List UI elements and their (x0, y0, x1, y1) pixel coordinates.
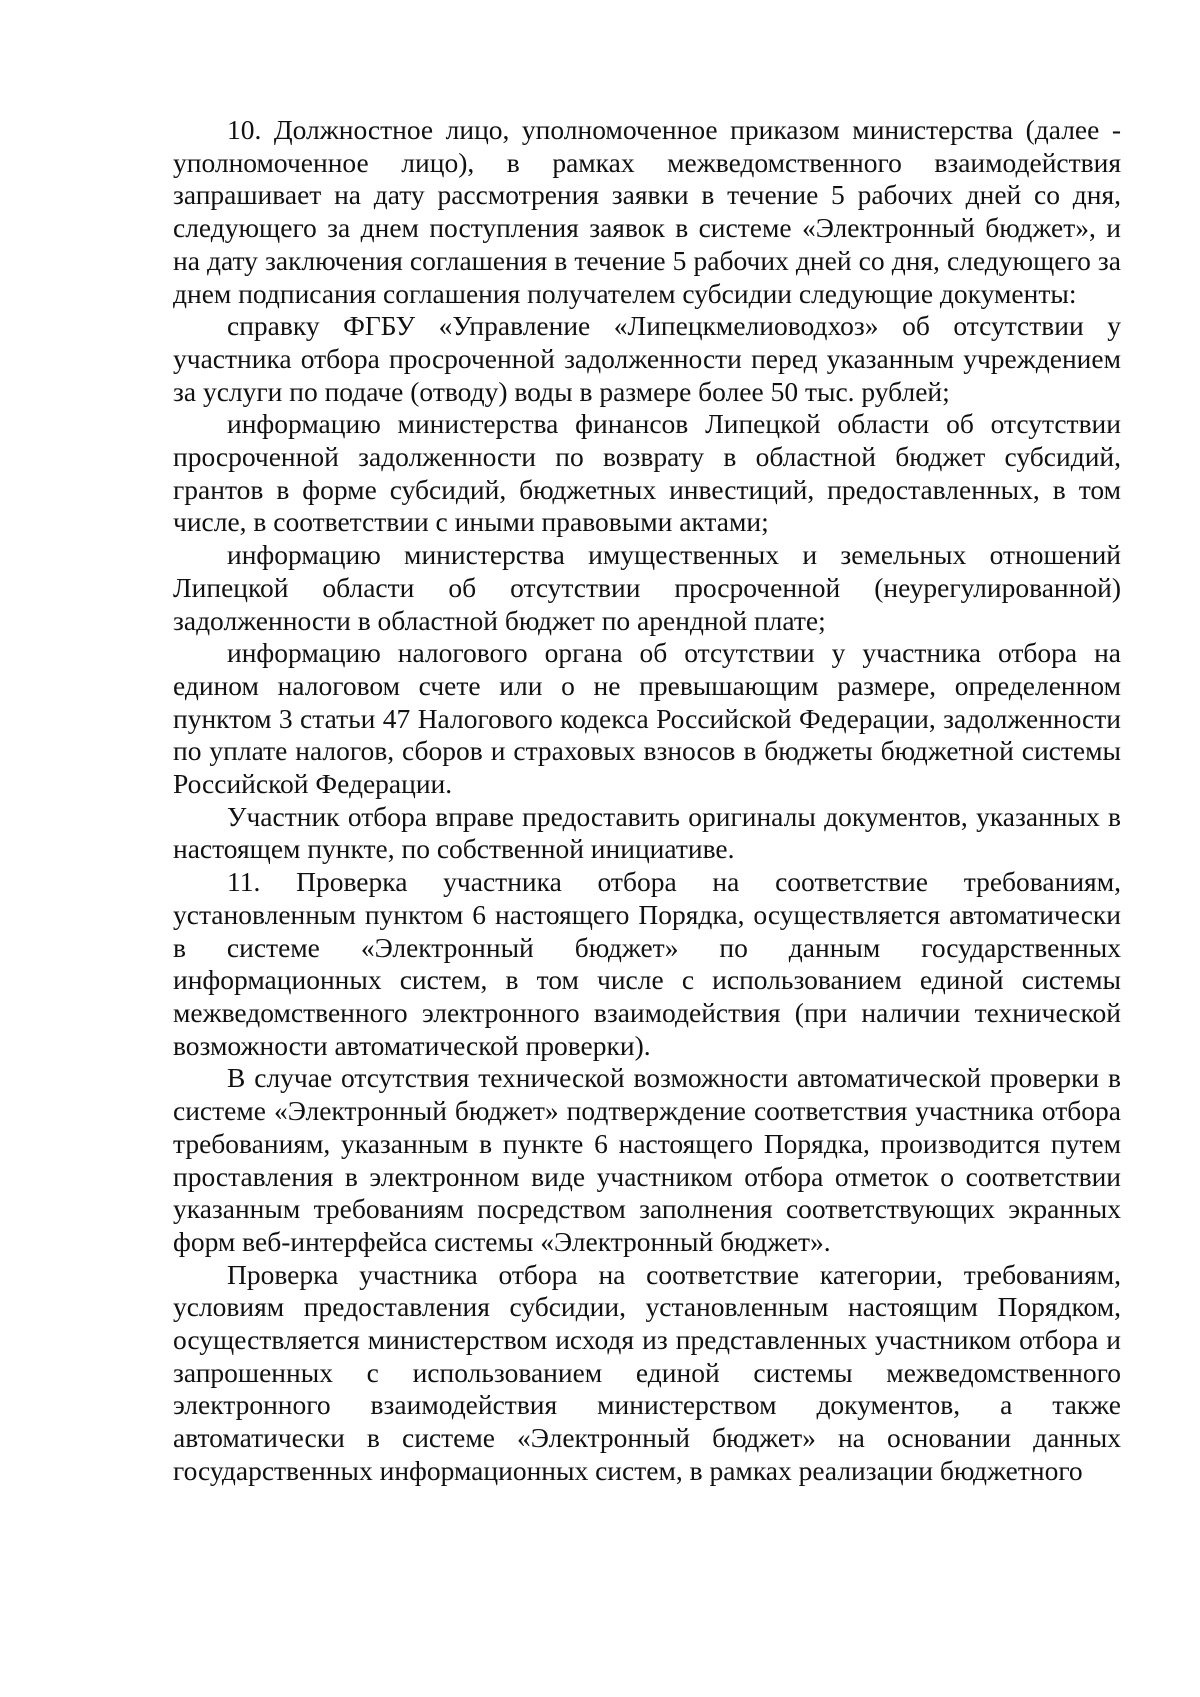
paragraph-tax-authority-info: информацию налогового органа об отсутствии у участника отбора на едином налоговом счете или о не превышающим размере, определенном пунктом 3 статьи 47 Налогового кодекса Российской Федерации, задолженности по уплате налогов, сборов и страховых взносов в бюджеты бюджетной системы Российской Федерации. (173, 637, 1121, 800)
paragraph-item-10-request-documents: 10. Должностное лицо, уполномоченное приказом министерства (далее - уполномоченное лицо), в рамках межведомственного взаимодействия запрашивает на дату рассмотрения заявки в течение 5 рабочих дней со дня, следующего за днем поступления заявок в системе «Электронный бюджет», и на дату заключения соглашения в течение 5 рабочих дней со дня, следующего за днем подписания соглашения получателем субсидии следующие документы: (173, 114, 1121, 309)
document-body (173, 114, 1121, 1488)
paragraph-manual-confirmation: В случае отсутствия технической возможности автоматической проверки в системе «Электронный бюджет» подтверждение соответствия участника отбора требованиям, указанным в пункте 6 настоящего Порядка, производится путем проставления в электронном виде участником отбора отметок о соответствии указанным требованиям посредством заполнения соответствующих экранных форм веб-интерфейса системы «Электронный бюджет». (173, 1062, 1121, 1257)
paragraph-certificate-melioration: справку ФГБУ «Управление «Липецкмелиоводхоз» об отсутствии у участника отбора просроченной задолженности перед указанным учреждением за услуги по подаче (отводу) воды в размере более 50 тыс. рублей; (173, 310, 1121, 407)
paragraph-property-ministry-info: информацию министерства имущественных и земельных отношений Липецкой области об отсутствии просроченной (неурегулированной) задолженности в областной бюджет по арендной плате; (173, 539, 1121, 636)
paragraph-originals-right: Участник отбора вправе предоставить оригиналы документов, указанных в настоящем пункте, по собственной инициативе. (173, 800, 1121, 865)
paragraph-finance-ministry-info: информацию министерства финансов Липецкой области об отсутствии просроченной задолженности по возврату в областной бюджет субсидий, грантов в форме субсидий, бюджетных инвестиций, предоставленных, в том числе, в соответствии с иными правовыми актами; (173, 408, 1121, 538)
paragraph-ministry-verification: Проверка участника отбора на соответствие категории, требованиям, условиям предоставления субсидии, установленным настоящим Порядком, осуществляется министерством исходя из представленных участником отбора и запрошенных с использованием единой системы межведомственного электронного взаимодействия министерством документов, а также автоматически в системе «Электронный бюджет» на основании данных государственных информационных систем, в рамках реализации бюджетного (173, 1258, 1121, 1486)
paragraph-item-11-verification: 11. Проверка участника отбора на соответствие требованиям, установленным пунктом 6 настоящего Порядка, осуществляется автоматически в системе «Электронный бюджет» по данным государственных информационных систем, в том числе с использованием единой системы межведомственного электронного взаимодействия (при наличии технической возможности автоматической проверки). (173, 866, 1121, 1061)
